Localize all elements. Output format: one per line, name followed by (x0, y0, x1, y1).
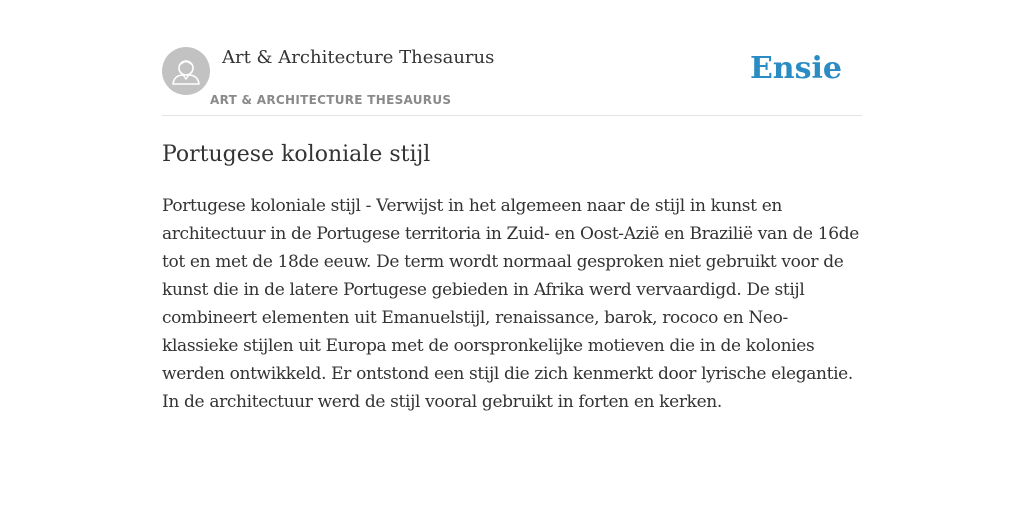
entry-definition: Portugese koloniale stijl - Verwijst in het algemeen naar de stijl in kunst en architectuur in de Portugese territoria in Zuid- en Oost-Azië en Brazilië van de 16de tot en met de 18de eeuw. De term wordt normaal gesproken niet gebruikt voor de kunst die in de latere Portugese gebieden in Afrika werd vervaardigd. De stijl combineert elementen uit Emanuelstijl, renaissance, barok, rococo en Neo-klassieke stijlen uit Europa met de oorspronkelijke motieven die in de kolonies werden ontwikkeld. Er ontstond een stijl die zich kenmerkt door lyrische elegantie. In de architectuur werd de stijl vooral gebruikt in forten en kerken. (162, 196, 859, 412)
avatar[interactable] (162, 47, 210, 95)
entry-title: Portugese koloniale stijl (162, 142, 431, 167)
source-subtitle[interactable]: ART & ARCHITECTURE THESAURUS (210, 93, 452, 107)
ensie-logo[interactable]: Ensie (749, 51, 842, 86)
source-header (162, 46, 862, 116)
user-icon (162, 47, 210, 95)
source-title[interactable]: Art & Architecture Thesaurus (222, 47, 495, 68)
